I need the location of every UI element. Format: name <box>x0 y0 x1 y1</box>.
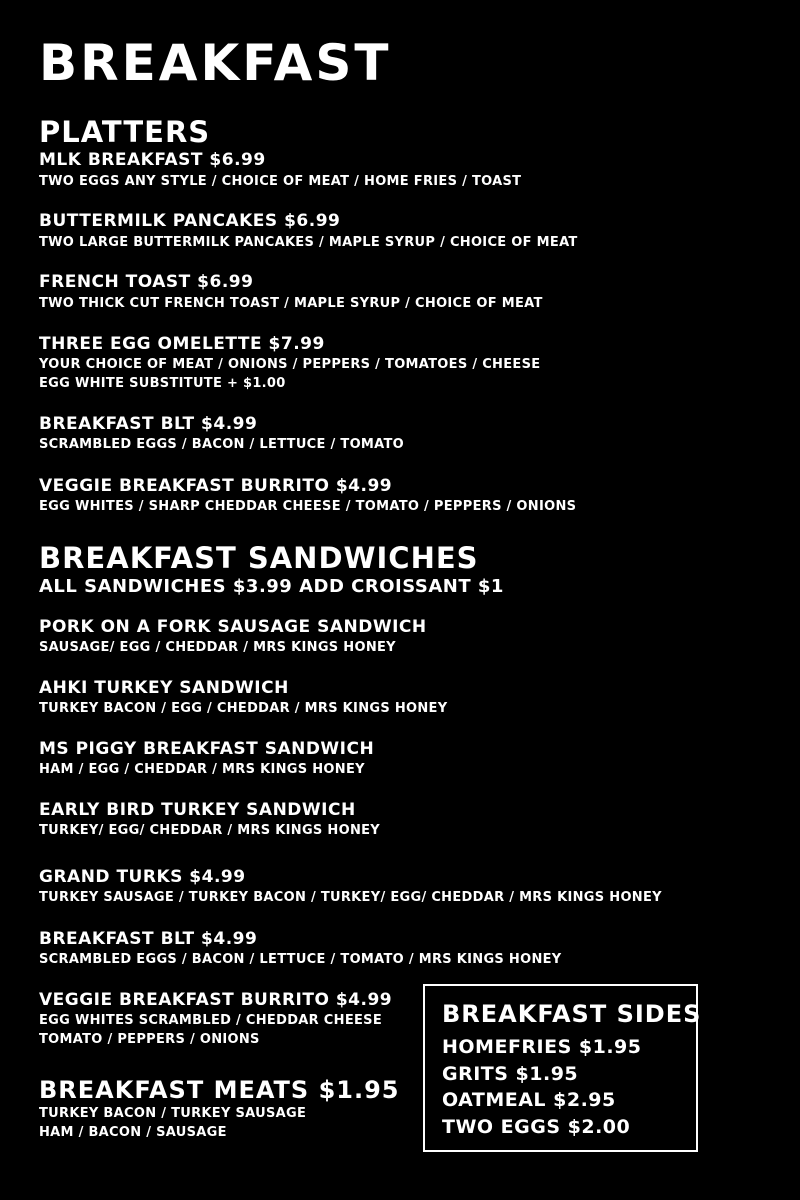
platter-desc: EGG WHITE SUBSTITUTE + $1.00 <box>39 376 286 391</box>
breakfast-sides-box <box>423 984 702 1152</box>
platter-name: FRENCH TOAST $6.99 <box>39 272 254 292</box>
platter-name: BUTTERMILK PANCAKES $6.99 <box>39 211 341 231</box>
side-item: GRITS $1.95 <box>442 1062 579 1085</box>
platter-name: THREE EGG OMELETTE $7.99 <box>39 334 325 354</box>
meats-heading: BREAKFAST MEATS $1.95 <box>39 1076 400 1104</box>
sandwich-name: BREAKFAST BLT $4.99 <box>39 929 258 949</box>
sandwich-desc: SAUSAGE/ EGG / CHEDDAR / MRS KINGS HONEY <box>39 640 396 655</box>
side-item: TWO EGGS $2.00 <box>442 1115 631 1138</box>
sandwich-name: AHKI TURKEY SANDWICH <box>39 678 289 698</box>
sandwich-desc: SCRAMBLED EGGS / BACON / LETTUCE / TOMATO / MRS KINGS HONEY <box>39 952 562 967</box>
platter-desc: TWO THICK CUT FRENCH TOAST / MAPLE SYRUP / CHOICE OF MEAT <box>39 296 543 311</box>
sandwich-name: MS PIGGY BREAKFAST SANDWICH <box>39 739 375 759</box>
platter-desc: EGG WHITES / SHARP CHEDDAR CHEESE / TOMATO / PEPPERS / ONIONS <box>39 499 577 514</box>
sandwiches-subheading: ALL SANDWICHES $3.99 ADD CROISSANT $1 <box>39 576 504 597</box>
platter-desc: TWO EGGS ANY STYLE / CHOICE OF MEAT / HOME FRIES / TOAST <box>39 174 522 189</box>
sandwich-name: GRAND TURKS $4.99 <box>39 867 246 887</box>
platter-name: VEGGIE BREAKFAST BURRITO $4.99 <box>39 476 393 496</box>
sandwich-desc: TURKEY/ EGG/ CHEDDAR / MRS KINGS HONEY <box>39 823 381 838</box>
platter-desc: SCRAMBLED EGGS / BACON / LETTUCE / TOMATO <box>39 437 405 452</box>
meats-desc: TURKEY BACON / TURKEY SAUSAGE <box>39 1106 307 1121</box>
sides-heading: BREAKFAST SIDES <box>442 1000 702 1028</box>
sandwich-desc: TURKEY SAUSAGE / TURKEY BACON / TURKEY/ EGG/ CHEDDAR / MRS KINGS HONEY <box>39 890 662 905</box>
sandwich-desc: HAM / EGG / CHEDDAR / MRS KINGS HONEY <box>39 762 365 777</box>
sandwich-desc: TURKEY BACON / EGG / CHEDDAR / MRS KINGS HONEY <box>39 701 448 716</box>
platter-desc: YOUR CHOICE OF MEAT / ONIONS / PEPPERS / TOMATOES / CHEESE <box>39 357 541 372</box>
menu-title: BREAKFAST <box>39 34 392 92</box>
sandwiches-heading: BREAKFAST SANDWICHES <box>39 541 479 575</box>
sandwich-name: PORK ON A FORK SAUSAGE SANDWICH <box>39 617 427 637</box>
side-item: HOMEFRIES $1.95 <box>442 1036 642 1058</box>
sandwich-desc: EGG WHITES SCRAMBLED / CHEDDAR CHEESE <box>39 1013 383 1028</box>
platter-name: BREAKFAST BLT $4.99 <box>39 414 258 434</box>
sandwich-name: VEGGIE BREAKFAST BURRITO $4.99 <box>39 990 393 1010</box>
platter-desc: TWO LARGE BUTTERMILK PANCAKES / MAPLE SYRUP / CHOICE OF MEAT <box>39 235 578 250</box>
sandwich-name: EARLY BIRD TURKEY SANDWICH <box>39 800 356 820</box>
sides-list <box>442 1034 642 1140</box>
platters-heading: PLATTERS <box>39 115 211 149</box>
platter-name: MLK BREAKFAST $6.99 <box>39 150 266 170</box>
side-item: OATMEAL $2.95 <box>442 1089 616 1111</box>
meats-desc: HAM / BACON / SAUSAGE <box>39 1125 227 1140</box>
sandwich-desc: TOMATO / PEPPERS / ONIONS <box>39 1032 260 1047</box>
